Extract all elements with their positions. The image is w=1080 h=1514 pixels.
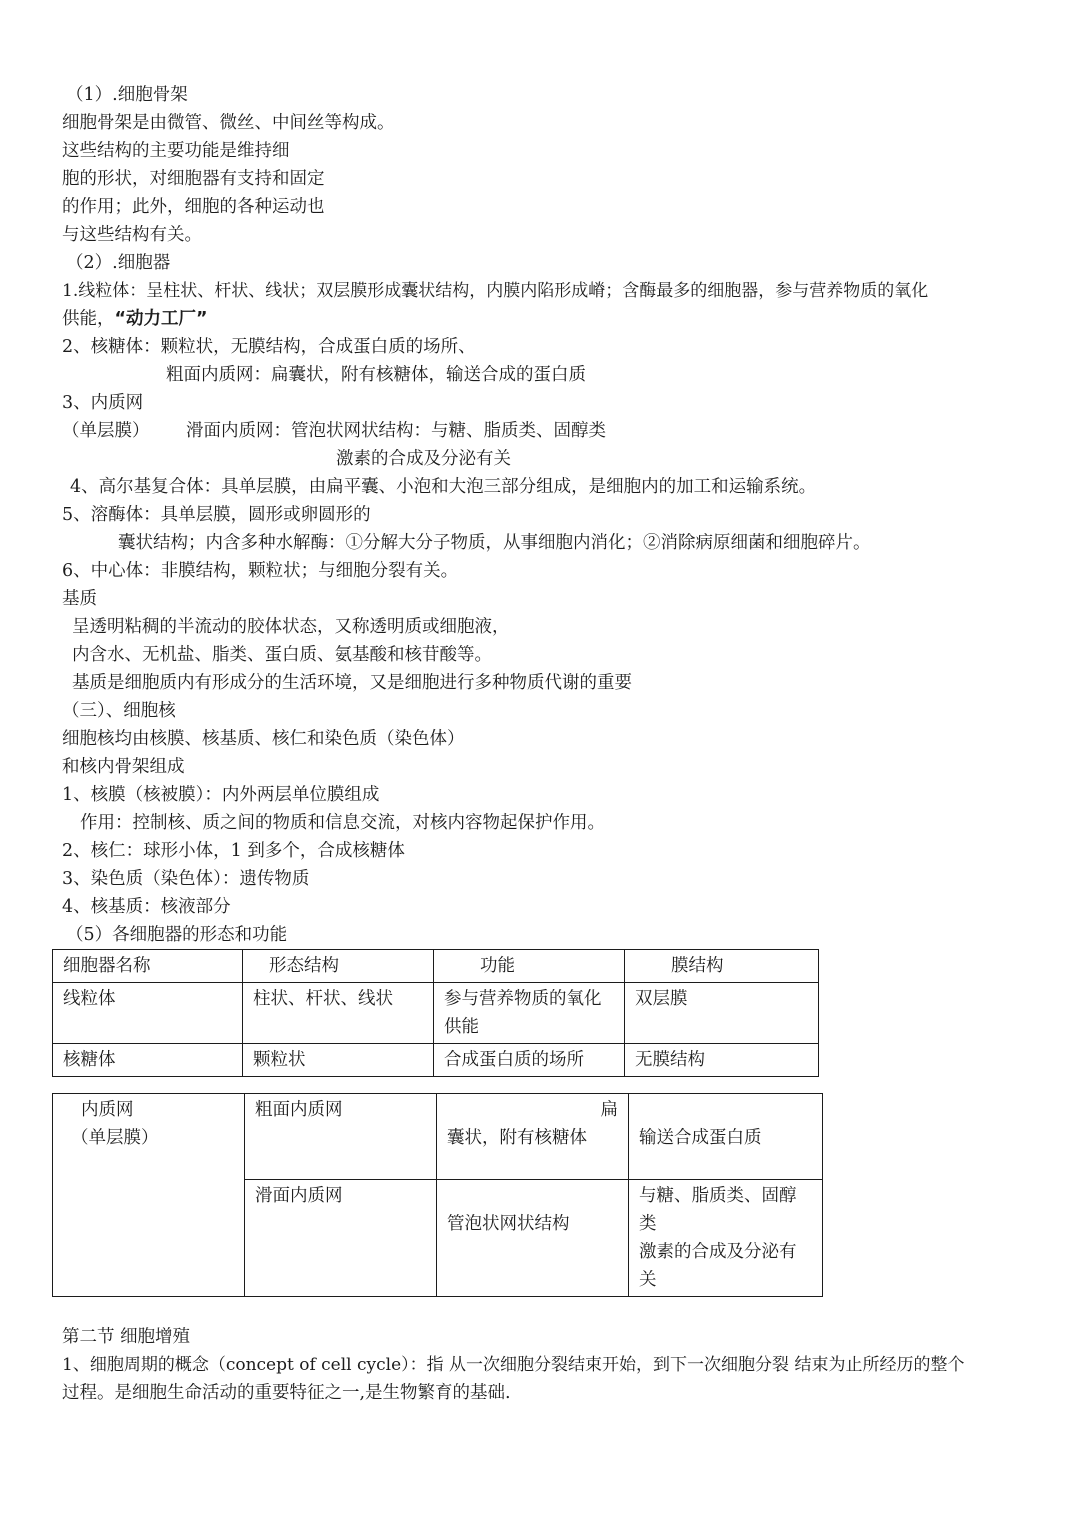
mitochondria-line-1: 1.线粒体：呈柱状、杆状、线状；双层膜形成囊状结构，内膜内陷形成嵴；含酶最多的细胞器，参与营养物质的氧化 bbox=[62, 281, 929, 301]
er-line-1: 3、内质网 bbox=[62, 393, 144, 413]
function-line: 与糖、脂质类、固醇 bbox=[639, 1186, 797, 1206]
lysosome-line-1: 5、溶酶体：具单层膜，圆形或卵圆形的 bbox=[62, 505, 371, 525]
cytoskeleton-line-3: 胞的形状，对细胞器有支持和固定 bbox=[62, 169, 325, 189]
table-row bbox=[53, 1094, 823, 1180]
er-group-cell bbox=[53, 1094, 245, 1297]
er-line-3: 激素的合成及分泌有关 bbox=[336, 449, 511, 469]
function-line: 关 bbox=[639, 1270, 657, 1290]
nucleus-heading: （三）、细胞核 bbox=[62, 701, 176, 721]
nucleus-line-7: 4、核基质：核液部分 bbox=[62, 897, 231, 917]
cytoskeleton-heading: （1）.细胞骨架 bbox=[66, 85, 188, 105]
table-cell: 线粒体 bbox=[53, 983, 243, 1044]
golgi-line: 4、高尔基复合体：具单层膜，由扁平囊、小泡和大泡三部分组成，是细胞内的加工和运输系统。 bbox=[70, 477, 817, 497]
table-header-row bbox=[53, 950, 819, 983]
nucleus-line-2: 和核内骨架组成 bbox=[62, 757, 185, 777]
table-cell: 参与营养物质的氧化供能 bbox=[434, 983, 625, 1044]
table-cell: 无膜结构 bbox=[625, 1044, 819, 1077]
ribosome-line-1: 2、核糖体：颗粒状，无膜结构，合成蛋白质的场所、 bbox=[62, 337, 476, 357]
table-cell: 合成蛋白质的场所 bbox=[434, 1044, 625, 1077]
cell-cycle-line-1: 1、细胞周期的概念（concept of cell cycle）：指 从一次细胞分裂结束开始，到下一次细胞分裂 结束为止所经历的整个 bbox=[62, 1355, 965, 1375]
table-header-cell: 膜结构 bbox=[625, 950, 819, 983]
cytoskeleton-line-1: 细胞骨架是由微管、微丝、中间丝等构成。 bbox=[62, 113, 395, 133]
er-group-membrane: （单层膜） bbox=[71, 1128, 159, 1148]
shape-top: 扁 bbox=[600, 1100, 618, 1120]
nucleus-line-3: 1、核膜（核被膜）：内外两层单位膜组成 bbox=[62, 785, 380, 805]
table-cell bbox=[629, 1180, 823, 1297]
table-header-cell: 形态结构 bbox=[243, 950, 434, 983]
centrosome-line: 6、中心体：非膜结构，颗粒状；与细胞分裂有关。 bbox=[62, 561, 459, 581]
table-cell: 双层膜 bbox=[625, 983, 819, 1044]
organelle-table-2 bbox=[52, 1093, 823, 1297]
matrix-line-2: 内含水、无机盐、脂类、蛋白质、氨基酸和核苷酸等。 bbox=[72, 645, 492, 665]
lysosome-line-2: 囊状结构；内含多种水解酶：①分解大分子物质，从事细胞内消化；②消除病原细菌和细胞碎片。 bbox=[118, 533, 871, 553]
table-row bbox=[53, 983, 819, 1044]
table-heading: （5）各细胞器的形态和功能 bbox=[66, 925, 288, 945]
matrix-heading: 基质 bbox=[62, 589, 97, 609]
organelles-heading: （2）.细胞器 bbox=[66, 253, 171, 273]
mitochondria-function: 供能， bbox=[62, 309, 115, 329]
nucleus-line-6: 3、染色质（染色体）：遗传物质 bbox=[62, 869, 310, 889]
cytoskeleton-line-5: 与这些结构有关。 bbox=[62, 225, 202, 245]
table-cell: 滑面内质网 bbox=[245, 1180, 437, 1297]
table-cell: 输送合成蛋白质 bbox=[629, 1094, 823, 1180]
matrix-line-1: 呈透明粘稠的半流动的胶体状态，又称透明质或细胞液， bbox=[72, 617, 510, 637]
matrix-line-3: 基质是细胞质内有形成分的生活环境，又是细胞进行多种物质代谢的重要 bbox=[72, 673, 632, 693]
nucleus-line-5: 2、核仁：球形小体，1 到多个，合成核糖体 bbox=[62, 841, 405, 861]
table-cell: 柱状、杆状、线状 bbox=[243, 983, 434, 1044]
function-line: 类 bbox=[639, 1214, 657, 1234]
nucleus-line-1: 细胞核均由核膜、核基质、核仁和染色质（染色体） bbox=[62, 729, 465, 749]
table-cell: 粗面内质网 bbox=[245, 1094, 437, 1180]
ribosome-line-2: 粗面内质网：扁囊状，附有核糖体，输送合成的蛋白质 bbox=[166, 365, 586, 385]
function-line: 激素的合成及分泌有 bbox=[639, 1242, 797, 1262]
nucleus-line-4: 作用：控制核、质之间的物质和信息交流，对核内容物起保护作用。 bbox=[80, 813, 605, 833]
section-two-heading: 第二节 细胞增殖 bbox=[62, 1327, 191, 1347]
cytoskeleton-line-4: 的作用；此外，细胞的各种运动也 bbox=[62, 197, 325, 217]
er-membrane-label: （单层膜） bbox=[62, 421, 150, 441]
er-line-2: 滑面内质网：管泡状网状结构：与糖、脂质类、固醇类 bbox=[186, 421, 606, 441]
mitochondria-line-2 bbox=[62, 308, 208, 330]
table-header-cell: 功能 bbox=[434, 950, 625, 983]
table-header-cell: 细胞器名称 bbox=[53, 950, 243, 983]
table-cell: 管泡状网状结构 bbox=[437, 1180, 629, 1297]
table-cell: 颗粒状 bbox=[243, 1044, 434, 1077]
power-factory-label: “动力工厂” bbox=[114, 309, 208, 329]
table-cell: 核糖体 bbox=[53, 1044, 243, 1077]
organelle-table-1 bbox=[52, 949, 819, 1077]
cytoskeleton-line-2: 这些结构的主要功能是维持细 bbox=[62, 141, 290, 161]
er-group-name: 内质网 bbox=[81, 1100, 134, 1120]
cell-cycle-line-2: 过程。是细胞生命活动的重要特征之一,是生物繁育的基础. bbox=[62, 1383, 511, 1403]
table-cell bbox=[437, 1094, 629, 1180]
table-row bbox=[53, 1044, 819, 1077]
shape-bottom: 囊状，附有核糖体 bbox=[447, 1128, 587, 1148]
